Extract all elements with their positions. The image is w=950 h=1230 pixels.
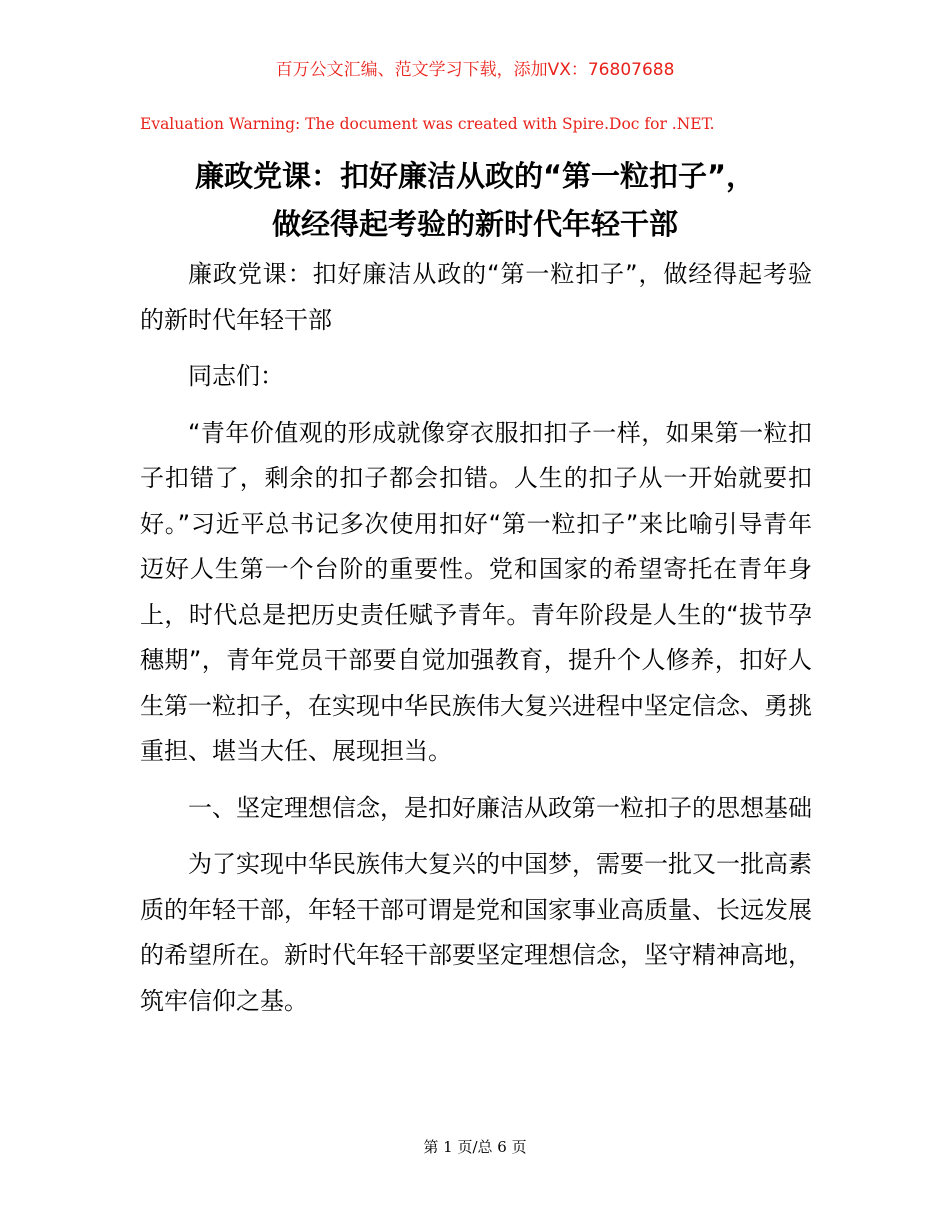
- evaluation-warning: Evaluation Warning: The document was created with Spire.Doc for .NET.: [140, 115, 715, 133]
- document-body: [140, 252, 812, 1035]
- paragraph-intro: “青年价值观的形成就像穿衣服扣扣子一样，如果第一粒扣子扣错了，剩余的扣子都会扣错。人生的扣子从一开始就要扣好。”习近平总书记多次使用扣好“第一粒扣子”来比喻引导青年迈好人生第一个台阶的重要性。党和国家的希望寄托在青年身上，时代总是把历史责任赋予青年。青年阶段是人生的“拔节孕穗期”，青年党员干部要自觉加强教育，提升个人修养，扣好人生第一粒扣子，在实现中华民族伟大复兴进程中坚定信念、勇挑重担、堪当大任、展现担当。: [140, 418, 812, 765]
- section-heading-1: 一、坚定理想信念，是扣好廉洁从政第一粒扣子的思想基础: [188, 793, 812, 822]
- header-banner: 百万公文汇编、范文学习下载，添加VX：76807688: [275, 60, 675, 80]
- paragraph-section-1: 为了实现中华民族伟大复兴的中国梦，需要一批又一批高素质的年轻干部，年轻干部可谓是党和国家事业高质量、长远发展的希望所在。新时代年轻干部要坚定理想信念，坚守精神高地，筑牢信仰之基。: [140, 850, 812, 1015]
- title-line-1: 廉政党课：扣好廉洁从政的“第一粒扣子”，: [194, 159, 756, 193]
- paragraph-salutation: 同志们：: [188, 362, 284, 390]
- page-number: 第 1 页/总 6 页: [423, 1138, 527, 1156]
- paragraph-subtitle: 廉政党课：扣好廉洁从政的“第一粒扣子”，做经得起考验的新时代年轻干部: [140, 260, 812, 334]
- title-line-2: 做经得起考验的新时代年轻干部: [271, 207, 678, 241]
- document-title: [120, 152, 830, 248]
